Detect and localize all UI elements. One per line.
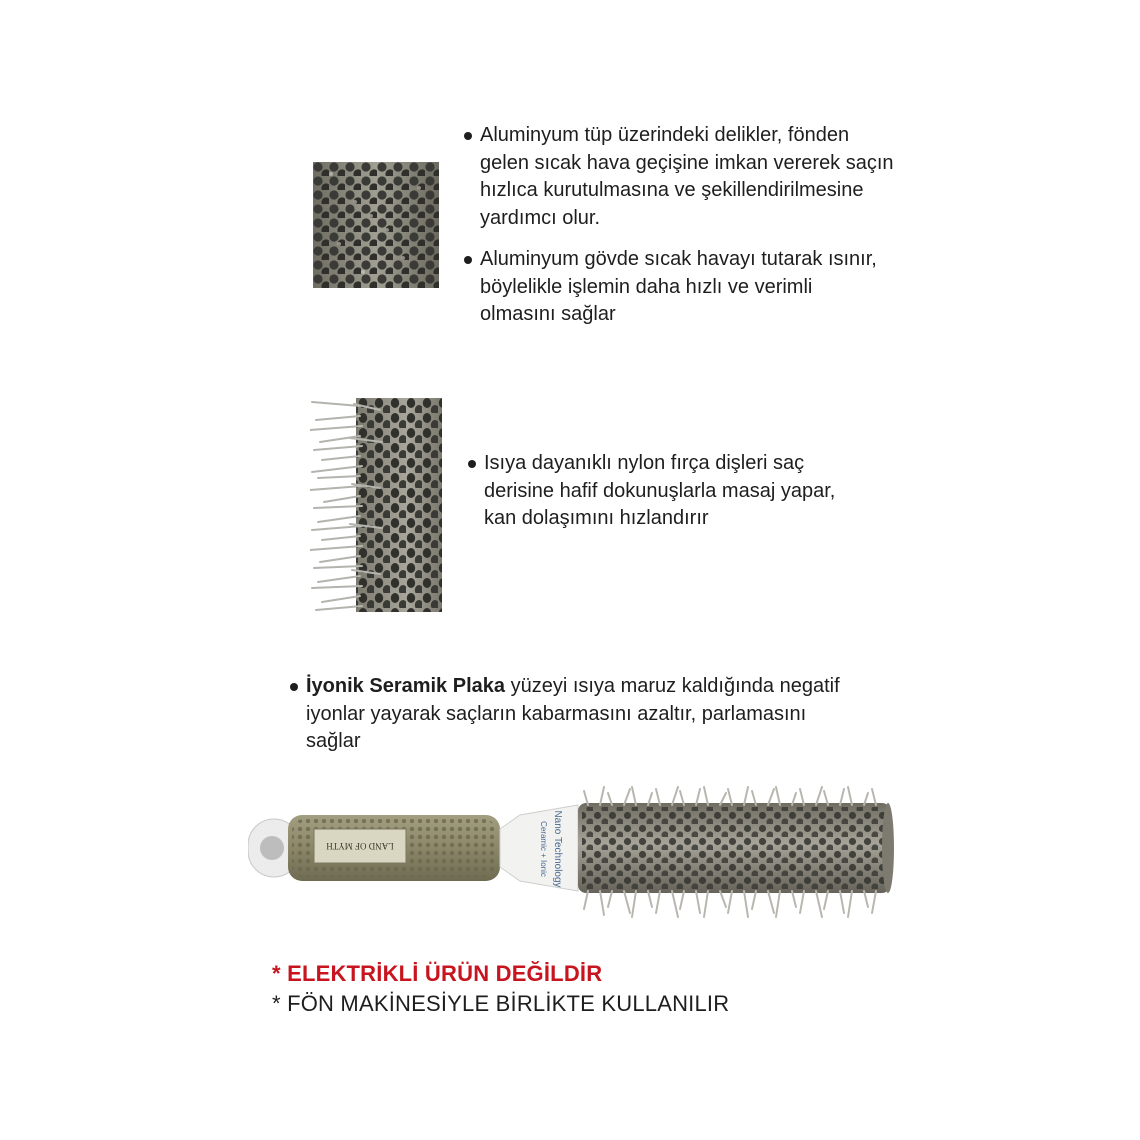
bullet-dot bbox=[468, 460, 476, 468]
collar-line-1: Nano Technology bbox=[552, 810, 563, 888]
feature-text-bristles bbox=[484, 450, 864, 533]
bullet-dot bbox=[290, 683, 298, 691]
bullet-dot bbox=[464, 132, 472, 140]
feature-text-holes bbox=[480, 122, 900, 232]
feature-rest: yüzeyi ısıya maruz kaldığında negatif iyonlar yayarak saçların kabarmasını azaltır, parlamasını sağlar bbox=[306, 675, 840, 752]
warning-use-with-dryer: * FÖN MAKİNESİYLE BİRLİKTE KULLANILIR bbox=[272, 991, 730, 1016]
warning-not-electric: * ELEKTRİKLİ ÜRÜN DEĞİLDİR bbox=[272, 961, 603, 986]
bullet-dot bbox=[464, 256, 472, 264]
handle-label: LAND OF MYTH bbox=[326, 841, 394, 851]
collar-text bbox=[506, 807, 590, 891]
nylon-bristles-image bbox=[310, 398, 442, 612]
collar-line-2: Ceramic + Ionic bbox=[539, 821, 548, 877]
feature-paragraph: Aluminyum tüp üzerindeki delikler, fönden gelen sıcak hava geçişine imkan vererek saçın hızlıca kurutulmasına ve şekillendirilmesine yardımcı olur. bbox=[480, 124, 894, 229]
feature-text-body bbox=[480, 246, 880, 329]
round-brush-image bbox=[248, 785, 896, 925]
feature-text-ionic bbox=[306, 673, 866, 756]
feature-paragraph bbox=[306, 673, 866, 756]
feature-paragraph: Aluminyum gövde sıcak havayı tutarak ısınır, böylelikle işlemin daha hızlı ve verimli olmasını sağlar bbox=[480, 248, 877, 325]
feature-highlight: İyonik Seramik Plaka bbox=[306, 675, 506, 697]
feature-paragraph: Isıya dayanıklı nylon fırça dişleri saç derisine hafif dokunuşlarla masaj yapar, kan dolaşımını hızlandırır bbox=[484, 452, 836, 529]
perforated-tube-image bbox=[313, 162, 439, 288]
